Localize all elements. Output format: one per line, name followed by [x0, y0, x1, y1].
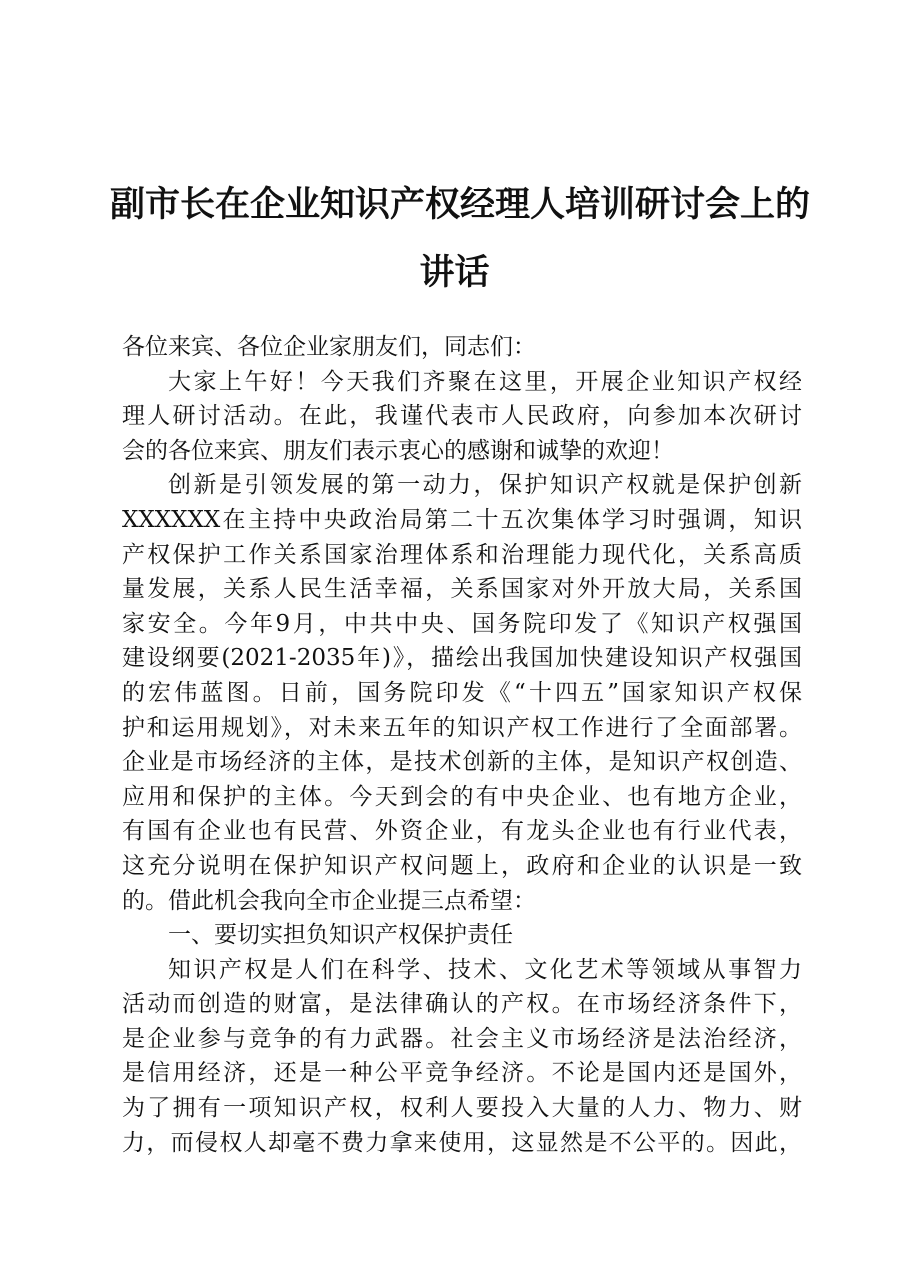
body-line: 有国有企业也有民营、外资企业，有龙头企业也有行业代表， [122, 818, 802, 845]
document-body [122, 330, 802, 1160]
body-line: 家安全。今年9月，中共中央、国务院印发了《知识产权强国 [122, 610, 802, 637]
body-line: 力，而侵权人却毫不费力拿来使用，这显然是不公平的。因此， [122, 1129, 802, 1156]
body-line: 是企业参与竞争的有力武器。社会主义市场经济是法治经济， [122, 1025, 802, 1052]
document-title-line-1: 副市长在企业知识产权经理人培训研讨会上的 [110, 184, 811, 225]
section-heading: 一、要切实担负知识产权保护责任 [168, 922, 513, 949]
body-line: 为了拥有一项知识产权，权利人要投入大量的人力、物力、财 [122, 1095, 802, 1122]
body-line: 大家上午好！今天我们齐聚在这里，开展企业知识产权经 [168, 368, 802, 395]
body-line: 产权保护工作关系国家治理体系和治理能力现代化，关系高质 [122, 541, 802, 568]
body-line: 的宏伟蓝图。日前，国务院印发《“十四五”国家知识产权保 [122, 679, 802, 706]
body-line: 建设纲要(2021-2035年)》，描绘出我国加快建设知识产权强国 [122, 645, 802, 672]
body-line: 应用和保护的主体。今天到会的有中央企业、也有地方企业， [122, 783, 802, 810]
body-line: 这充分说明在保护知识产权问题上，政府和企业的认识是一致 [122, 852, 802, 879]
body-line: 活动而创造的财富，是法律确认的产权。在市场经济条件下， [122, 991, 802, 1018]
salutation-line: 各位来宾、各位企业家朋友们，同志们： [122, 334, 536, 360]
body-line: 企业是市场经济的主体，是技术创新的主体，是知识产权创造、 [122, 749, 802, 776]
body-line: 创新是引领发展的第一动力，保护知识产权就是保护创新 [168, 472, 802, 499]
body-line: 量发展，关系人民生活幸福，关系国家对外开放大局，关系国 [122, 576, 802, 603]
body-line: XXXXXX在主持中央政治局第二十五次集体学习时强调，知识 [122, 506, 802, 533]
body-line: 是信用经济，还是一种公平竞争经济。不论是国内还是国外， [122, 1060, 802, 1087]
body-line: 知识产权是人们在科学、技术、文化艺术等领域从事智力 [168, 956, 802, 983]
document-title-line-2: 讲话 [419, 252, 490, 293]
body-line: 护和运用规划》，对未来五年的知识产权工作进行了全面部署。 [122, 714, 802, 741]
body-line: 理人研讨活动。在此，我谨代表市人民政府，向参加本次研讨 [122, 403, 802, 430]
body-line: 会的各位来宾、朋友们表示衷心的感谢和诚挚的欢迎！ [122, 437, 674, 464]
body-line: 的。借此机会我向全市企业提三点希望： [122, 887, 536, 914]
